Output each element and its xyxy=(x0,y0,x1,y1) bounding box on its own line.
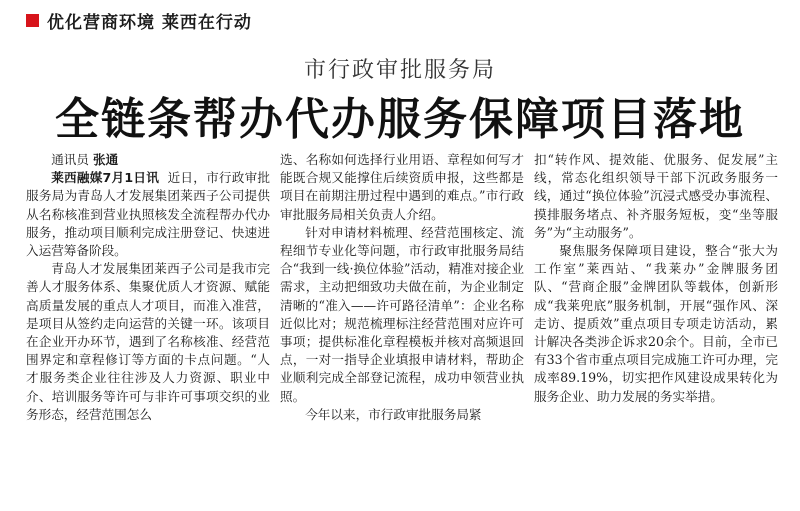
article-body xyxy=(26,151,778,507)
paragraph-4: 今年以来，市行政审批服务局紧 xyxy=(305,406,482,422)
section-marker-icon xyxy=(26,14,39,27)
paragraph-2: 青岛人才发展集团莱西子公司是我市完善人才服务体系、集聚优质人才资源、赋能高质量发展的重点人才项目，而准入准营，是项目从签约走向运营的关键一环。该项目在企业开办环节，遇到了名称核准、经营范围界定和章程修订等方面的卡点问题。“人才服务类企业往往涉及人力资源、职业中介、培训服务等许可与非许可事项交织的业务形态，经营范围怎么 xyxy=(26,261,270,422)
dateline-source: 莱西融媒7月1日讯 xyxy=(51,170,160,186)
article-column-1 xyxy=(26,151,270,507)
article-column-2 xyxy=(280,151,524,507)
section-header xyxy=(26,8,252,33)
byline-label: 通讯员 xyxy=(51,152,89,167)
byline-name: 张通 xyxy=(92,152,119,167)
byline xyxy=(26,151,270,169)
paragraph-5: 聚焦服务保障项目建设，整合“张大为工作室”莱西站、“我莱办”金牌服务团队、“营商企服”金牌团队等载体，创新形成“我莱兜底”服务机制，开展“强作风、深走访、提质效”重点项目专项走访活动，累计解决各类涉企诉求20余个。目前，全市已有33个省市重点项目完成施工许可办理，完成率89.19%，切实把作风建设成果转化为服务企业、助力发展的务实举措。 xyxy=(534,243,778,404)
paragraph-2-continued: 选、名称如何选择行业用语、章程如何写才能既合规又能撑住后续资质申报，这些都是项目在前期注册过程中遇到的难点。”市行政审批服务局相关负责人介绍。 xyxy=(280,152,524,222)
article-column-3 xyxy=(534,151,778,507)
paragraph-4-continued: 扣“转作风、提效能、优服务、促发展”主线，常态化组织领导干部下沉政务服务一线，通过“换位体验”沉浸式感受办事流程、摸排服务堵点、补齐服务短板，变“坐等服务”为“主动服务”。 xyxy=(534,152,778,240)
paragraph-1-text: 近日，市行政审批服务局为青岛人才发展集团莱西子公司提供从名称核准到营业执照核发全流程帮办代办服务，推动项目顺利完成注册登记、快速进入运营筹备阶段。 xyxy=(26,170,270,259)
section-title: 优化营商环境 莱西在行动 xyxy=(47,13,252,33)
article-headline: 全链条帮办代办服务保障项目落地 xyxy=(55,94,745,145)
article-kicker: 市行政审批服务局 xyxy=(303,58,496,83)
paragraph-3: 针对申请材料梳理、经营范围核定、流程细节专业化等问题，市行政审批服务局结合“我到一线·换位体验”活动，精准对接企业需求，主动把细致功夫做在前，为企业制定清晰的“准入——许可路径清单”：企业名称近似比对；规范梳理标注经营范围对应许可事项；提供标准化章程模板并核对高频退回点，一对一指导企业填报申请材料，帮助企业顺利完成全部登记流程，成功申领营业执照。 xyxy=(280,224,524,404)
paragraph-1 xyxy=(26,169,270,260)
